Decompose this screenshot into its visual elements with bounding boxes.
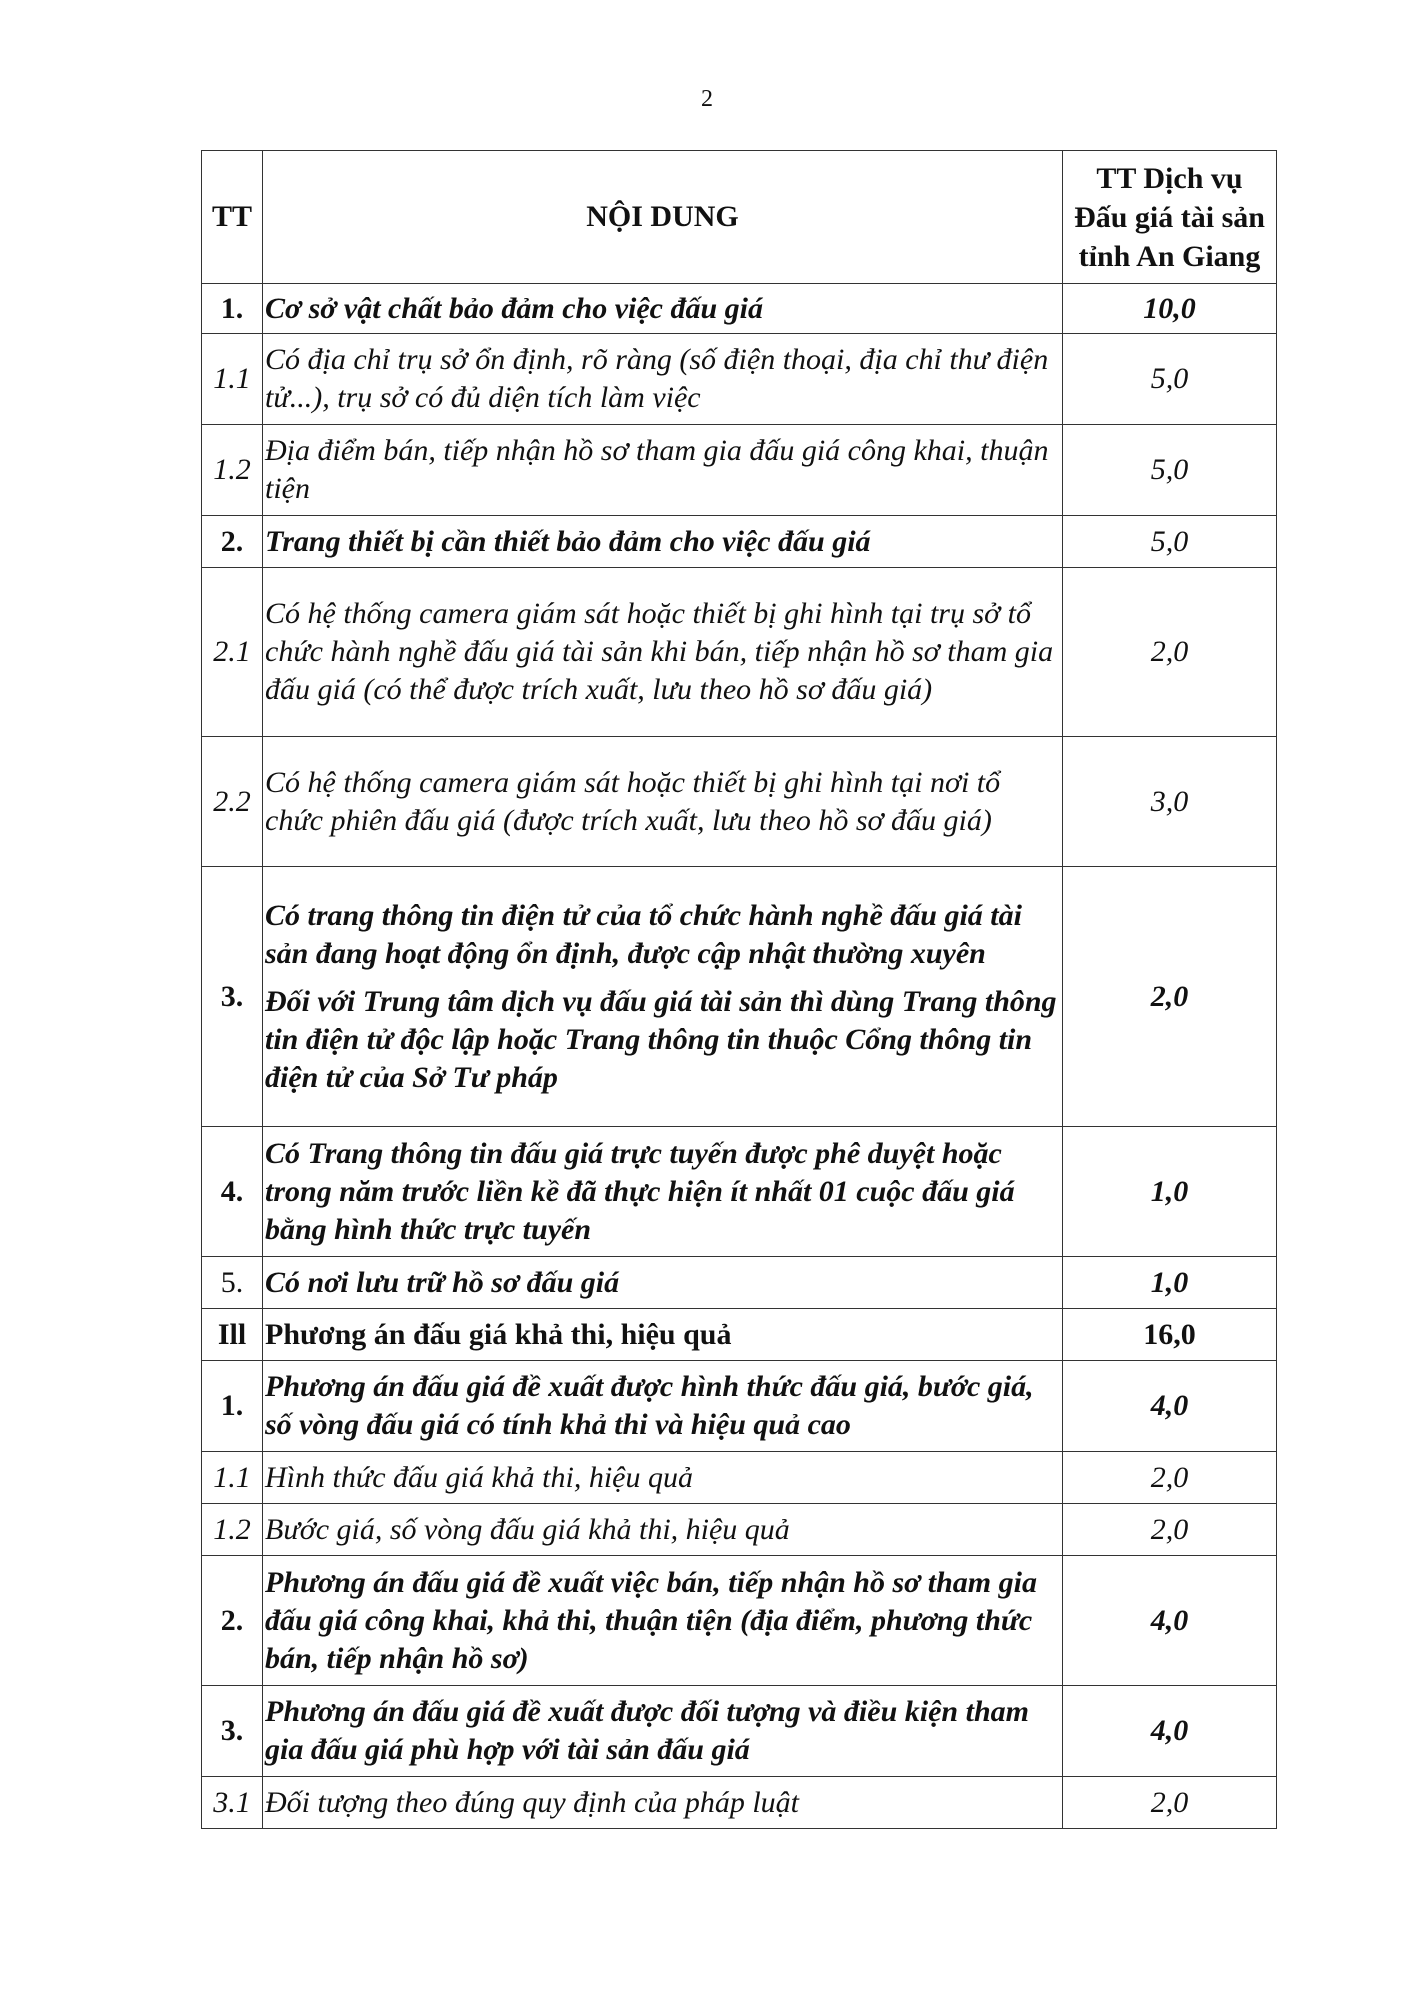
row-content-paragraph: Có địa chỉ trụ sở ổn định, rõ ràng (số điện thoại, địa chỉ thư điện tử...), trụ sở có đủ diện tích làm việc	[265, 343, 1049, 414]
row-content	[263, 1361, 1063, 1452]
row-score: 4,0	[1063, 1361, 1277, 1452]
row-number: 3.1	[202, 1777, 263, 1829]
row-content	[263, 1504, 1063, 1556]
page-number: 2	[701, 86, 713, 112]
table-row	[202, 1257, 1277, 1309]
header-score	[1063, 151, 1277, 284]
row-content	[263, 1452, 1063, 1504]
row-score: 3,0	[1063, 737, 1277, 867]
header-score-line-3: tỉnh An Giang	[1078, 239, 1261, 273]
row-number: 1.	[202, 1361, 263, 1452]
row-number: 5.	[202, 1257, 263, 1309]
row-content-paragraph: Bước giá, số vòng đấu giá khả thi, hiệu quả	[265, 1512, 790, 1546]
table-row	[202, 737, 1277, 867]
row-content	[263, 1127, 1063, 1257]
row-content	[263, 1556, 1063, 1686]
row-content-paragraph: Phương án đấu giá đề xuất việc bán, tiếp nhận hồ sơ tham gia đấu giá công khai, khả thi, thuận tiện (địa điểm, phương thức bán, tiếp nhận hồ sơ)	[265, 1565, 1037, 1675]
row-content-paragraph: Hình thức đấu giá khả thi, hiệu quả	[265, 1460, 693, 1494]
row-content-paragraph: Phương án đấu giá đề xuất được hình thức đấu giá, bước giá, số vòng đấu giá có tính khả thi và hiệu quả cao	[265, 1370, 1034, 1441]
row-number: 1.	[202, 284, 263, 334]
row-content-paragraph: Phương án đấu giá đề xuất được đối tượng và điều kiện tham gia đấu giá phù hợp với tài sản đấu giá	[265, 1695, 1029, 1766]
row-number: 1.2	[202, 1504, 263, 1556]
row-number: 1.1	[202, 334, 263, 425]
row-score: 5,0	[1063, 334, 1277, 425]
row-number: 2.	[202, 1556, 263, 1686]
table-row	[202, 1309, 1277, 1361]
row-content	[263, 1257, 1063, 1309]
row-content-paragraph: Đối với Trung tâm dịch vụ đấu giá tài sản thì dùng Trang thông tin điện tử độc lập hoặc Trang thông tin thuộc Cổng thông tin điện tử của Sở Tư pháp	[265, 984, 1057, 1094]
row-content-paragraph: Đối tượng theo đúng quy định của pháp luật	[265, 1785, 799, 1819]
table-row	[202, 1556, 1277, 1686]
row-score: 2,0	[1063, 1777, 1277, 1829]
row-score: 2,0	[1063, 867, 1277, 1127]
row-content-paragraph: Có hệ thống camera giám sát hoặc thiết bị ghi hình tại trụ sở tổ chức hành nghề đấu giá tài sản khi bán, tiếp nhận hồ sơ tham gia đấu giá (có thể được trích xuất, lưu theo hồ sơ đấu giá)	[265, 597, 1054, 706]
row-number: 2.2	[202, 737, 263, 867]
table-row	[202, 284, 1277, 334]
header-score-line-1: TT Dịch vụ	[1096, 161, 1243, 195]
row-content-paragraph: Có nơi lưu trữ hồ sơ đấu giá	[265, 1265, 620, 1299]
row-score: 2,0	[1063, 568, 1277, 737]
row-content	[263, 1309, 1063, 1361]
row-content	[263, 568, 1063, 737]
table-row	[202, 867, 1277, 1127]
row-number: 2.1	[202, 568, 263, 737]
table-row	[202, 1686, 1277, 1777]
row-content	[263, 1777, 1063, 1829]
row-score: 10,0	[1063, 284, 1277, 334]
table-row	[202, 1777, 1277, 1829]
row-score: 5,0	[1063, 425, 1277, 516]
table-row	[202, 516, 1277, 568]
row-content	[263, 737, 1063, 867]
row-number: 1.2	[202, 425, 263, 516]
row-content-paragraph: Có trang thông tin điện tử của tổ chức hành nghề đấu giá tài sản đang hoạt động ổn định, được cập nhật thường xuyên	[265, 898, 1022, 970]
table-row	[202, 568, 1277, 737]
table-row	[202, 1127, 1277, 1257]
row-score: 4,0	[1063, 1686, 1277, 1777]
row-content-paragraph: Cơ sở vật chất bảo đảm cho việc đấu giá	[265, 291, 764, 325]
row-content	[263, 1686, 1063, 1777]
row-score: 1,0	[1063, 1257, 1277, 1309]
row-number: Ill	[202, 1309, 263, 1361]
table-row	[202, 1504, 1277, 1556]
header-score-line-2: Đấu giá tài sản	[1074, 200, 1265, 234]
table-row	[202, 425, 1277, 516]
row-content	[263, 425, 1063, 516]
row-content-paragraph: Có hệ thống camera giám sát hoặc thiết bị ghi hình tại nơi tổ chức phiên đấu giá (được trích xuất, lưu theo hồ sơ đấu giá)	[265, 765, 1001, 837]
row-score: 2,0	[1063, 1452, 1277, 1504]
table-row	[202, 1452, 1277, 1504]
row-score: 4,0	[1063, 1556, 1277, 1686]
row-number: 3.	[202, 1686, 263, 1777]
table-row	[202, 1361, 1277, 1452]
header-content: NỘI DUNG	[263, 151, 1063, 284]
row-number: 3.	[202, 867, 263, 1127]
row-number: 4.	[202, 1127, 263, 1257]
row-number: 1.1	[202, 1452, 263, 1504]
row-content	[263, 516, 1063, 568]
row-score: 16,0	[1063, 1309, 1277, 1361]
row-score: 1,0	[1063, 1127, 1277, 1257]
row-content-paragraph: Có Trang thông tin đấu giá trực tuyến được phê duyệt hoặc trong năm trước liền kề đã thực hiện ít nhất 01 cuộc đấu giá bằng hình thức trực tuyến	[265, 1136, 1015, 1246]
row-content-paragraph: Phương án đấu giá khả thi, hiệu quả	[265, 1317, 732, 1351]
table-header-row	[202, 151, 1277, 284]
row-content-paragraph: Địa điểm bán, tiếp nhận hồ sơ tham gia đấu giá công khai, thuận tiện	[265, 434, 1049, 505]
row-number: 2.	[202, 516, 263, 568]
row-score: 5,0	[1063, 516, 1277, 568]
row-score: 2,0	[1063, 1504, 1277, 1556]
row-content-paragraph: Trang thiết bị cần thiết bảo đảm cho việc đấu giá	[265, 524, 871, 558]
table-row	[202, 334, 1277, 425]
row-content	[263, 284, 1063, 334]
header-tt: TT	[202, 151, 263, 284]
table-body	[202, 284, 1277, 1829]
scoring-table	[201, 150, 1277, 1829]
row-content	[263, 334, 1063, 425]
row-content	[263, 867, 1063, 1127]
